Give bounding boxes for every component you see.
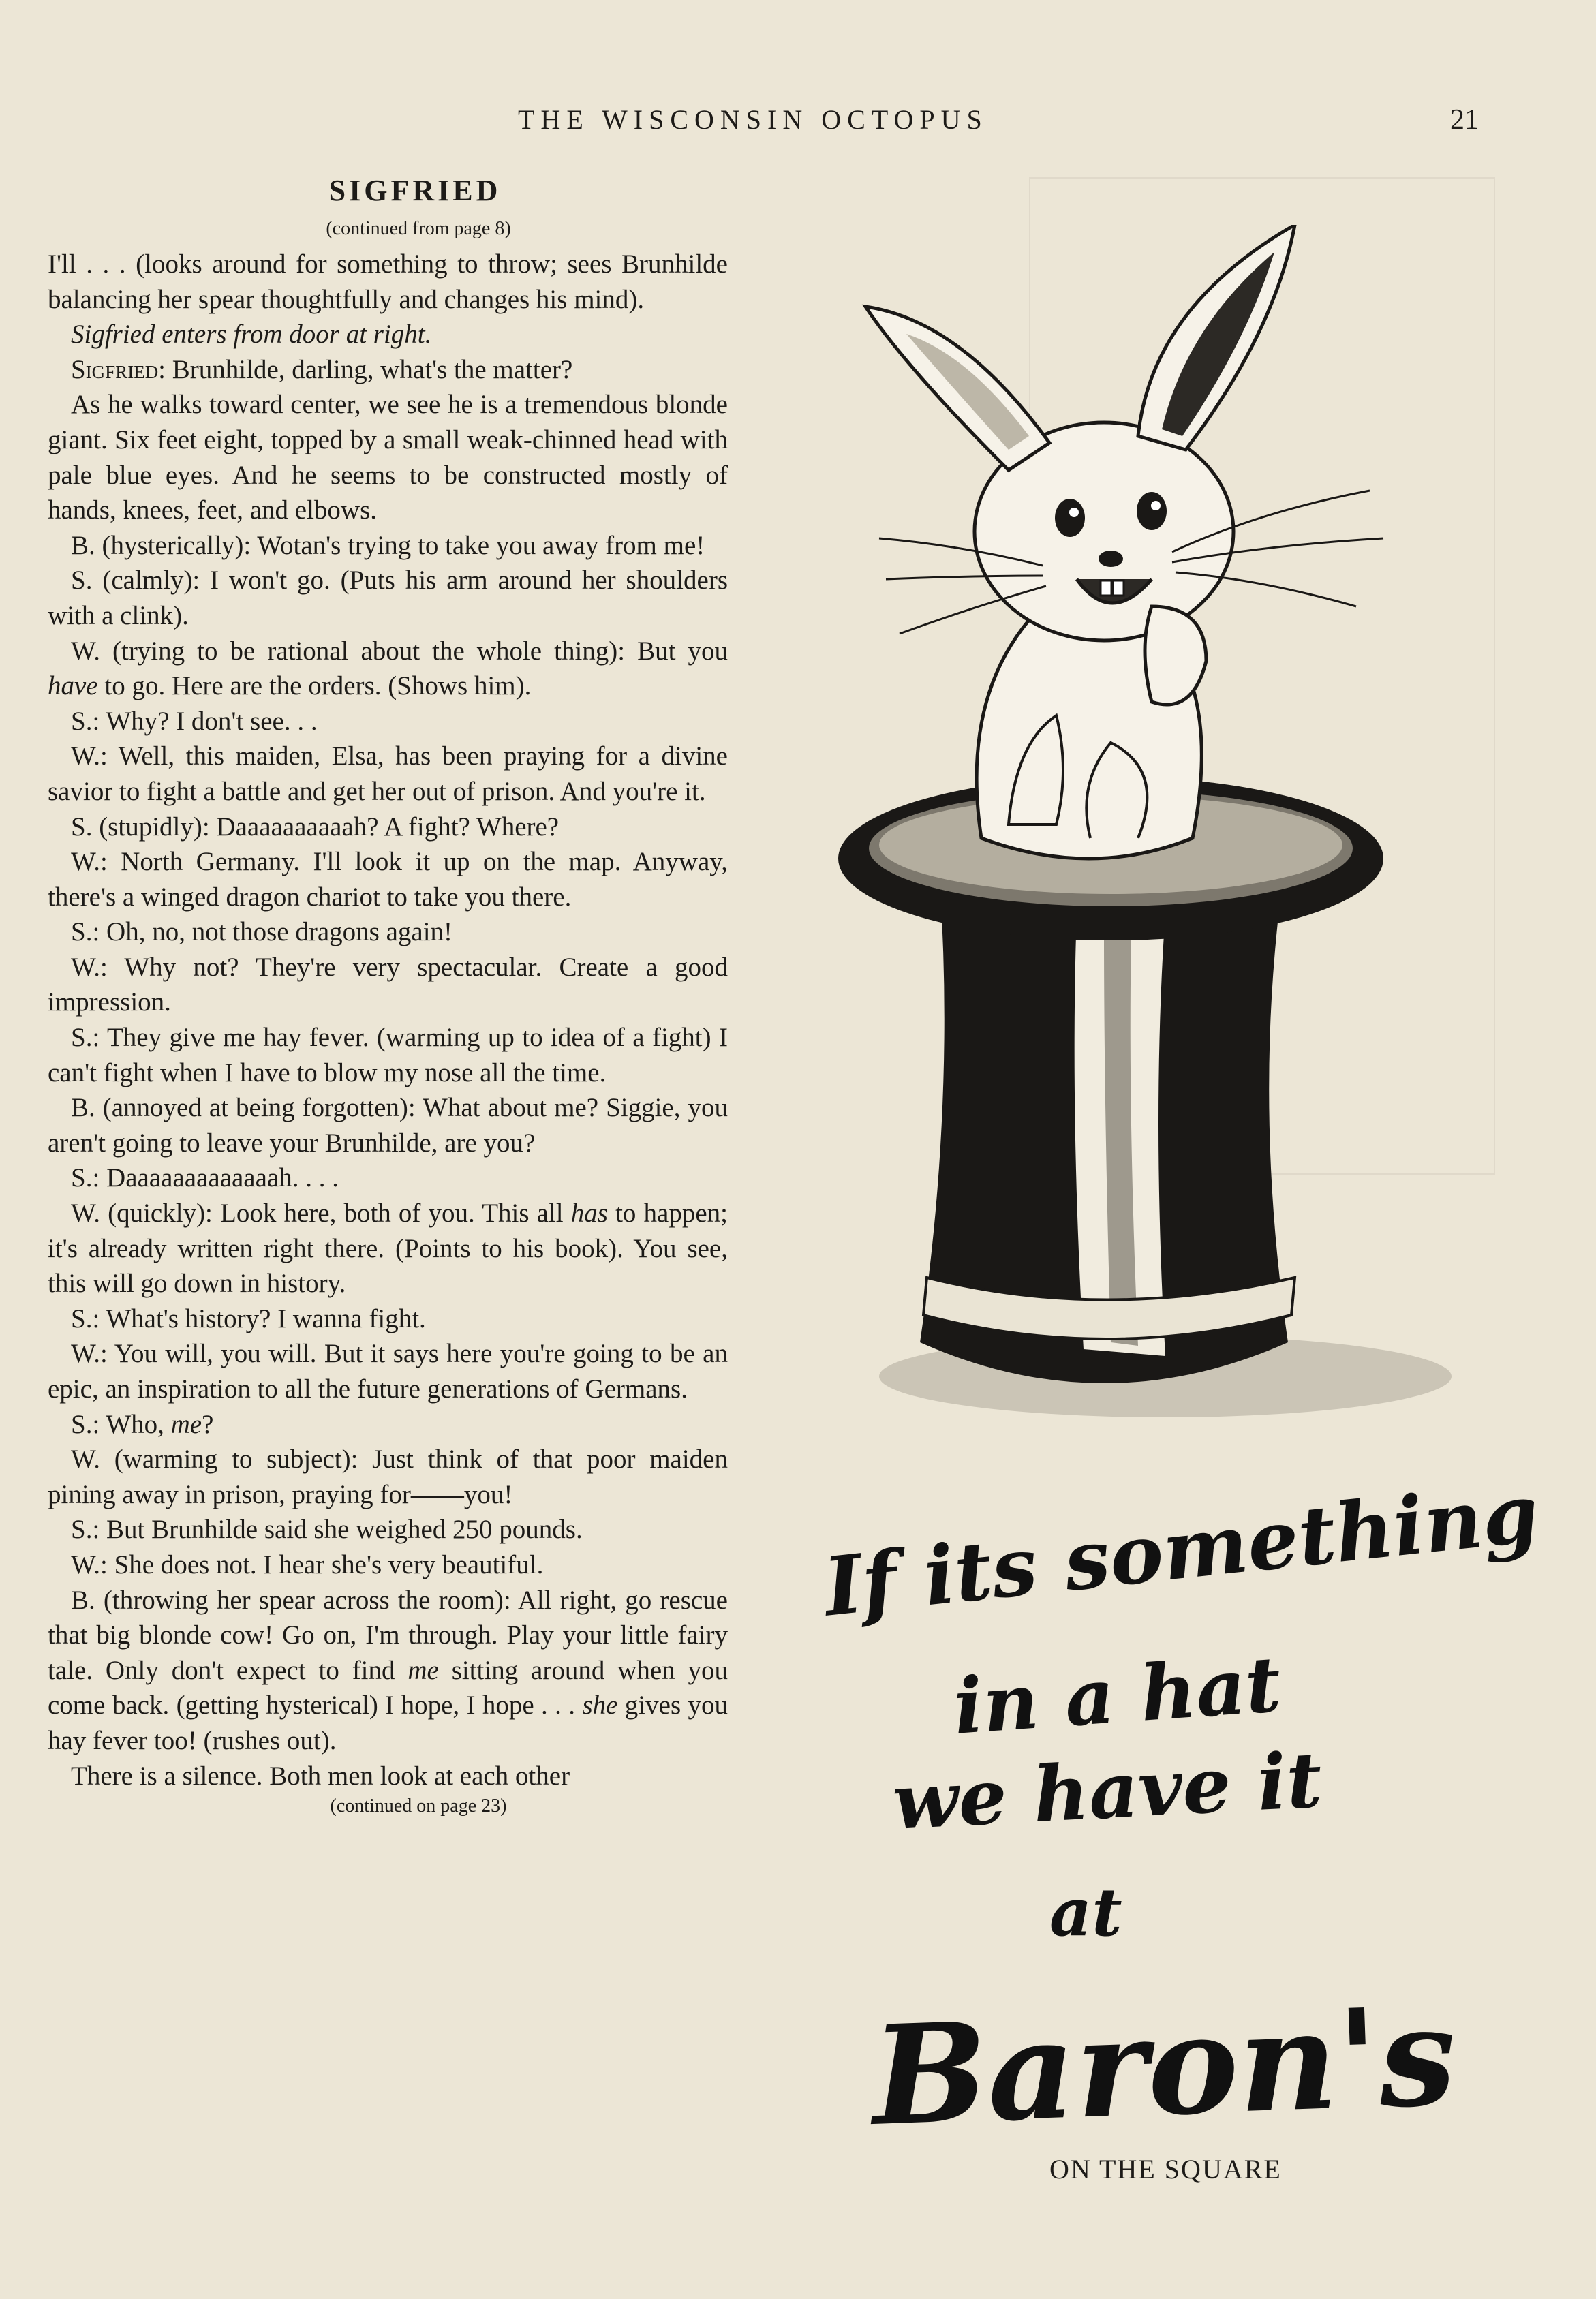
paragraph: W. (quickly): Look here, both of you. This all has to happen; it's already written right there. (Points to his book). You see, this will go down in history.: [48, 1199, 728, 1299]
continued-on-note: (continued on page 23): [330, 1795, 507, 1817]
ad-location: ON THE SQUARE: [1049, 2154, 1282, 2185]
paragraph: B. (throwing her spear across the room): All right, go rescue that big blonde cow! Go on, I'm through. Play your little fairy tale. Only don't expect to find me sitting around when you come back. (getting hysterical) I hope, I hope . . . she gives you hay fever too! (rushes out).: [48, 1585, 728, 1755]
paragraph: W.: You will, you will. But it says here you're going to be an epic, an inspiration to all the future generations of Germans.: [48, 1339, 728, 1404]
paragraph: I'll . . . (looks around for something to throw; sees Brunhilde balancing her spear thoughtfully and changes his mind).: [48, 249, 728, 314]
paragraph: There is a silence. Both men look at each other: [71, 1761, 570, 1791]
ad-slogan-line: we have it: [890, 1735, 1324, 1847]
paragraph: S.: But Brunhilde said she weighed 250 pounds.: [71, 1515, 583, 1545]
paragraph: W. (trying to be rational about the whole thing): But you have to go. Here are the orders. (Shows him).: [48, 636, 728, 701]
paragraph: S. (stupidly): Daaaaaaaaaah? A fight? Where?: [71, 812, 559, 842]
ad-slogan-line: If its something: [819, 1465, 1543, 1635]
continued-from-note: (continued from page 8): [326, 218, 511, 239]
ad-slogan-line: at: [1049, 1874, 1122, 1951]
paragraph: Sigfried: Brunhilde, darling, what's the matter?: [71, 354, 573, 384]
bunny-paw: [1145, 606, 1206, 705]
paragraph: B. (annoyed at being forgotten): What about me? Siggie, you aren't going to leave your Brunhilde, are you?: [48, 1093, 728, 1158]
article-title: SIGFRIED: [328, 174, 502, 207]
article-column: [48, 170, 728, 1822]
ad-slogan-line: in a hat: [951, 1639, 1284, 1752]
running-head: [0, 104, 1596, 144]
bunny-in-top-hat-illustration: [784, 225, 1486, 1506]
bunny-nose: [1099, 551, 1123, 567]
paragraph: As he walks toward center, we see he is a tremendous blonde giant. Six feet eight, topped by a small weak-chinned head with pale blue eyes. And he seems to be constructed mostly of hands, knees, feet, and elbows.: [48, 390, 728, 525]
paragraph: S.: Oh, no, not those dragons again!: [71, 917, 453, 947]
paragraph: W.: Well, this maiden, Elsa, has been praying for a divine savior to fight a battle and get her out of prison. And you're it.: [48, 741, 728, 806]
ad-brand-name: Baron's: [869, 1976, 1459, 2157]
paragraph: S.: What's history? I wanna fight.: [71, 1303, 426, 1333]
magazine-title: THE WISCONSIN OCTOPUS: [518, 104, 988, 135]
paragraph: W.: North Germany. I'll look it up on the map. Anyway, there's a winged dragon chariot to take you there.: [48, 847, 728, 912]
bunny-left-eye: [1055, 499, 1085, 537]
paragraph: S.: They give me hay fever. (warming up to idea of a fight) I can't fight when I have to blow my nose all the time.: [48, 1023, 728, 1087]
paragraph: W.: She does not. I hear she's very beautiful.: [71, 1549, 544, 1579]
paragraph: W.: Why not? They're very spectacular. Create a good impression.: [48, 952, 728, 1017]
paragraph: S. (calmly): I won't go. (Puts his arm around her shoulders with a clink).: [48, 566, 728, 630]
speaker-name: Sigfried:: [71, 354, 166, 384]
paragraph: B. (hysterically): Wotan's trying to take you away from me!: [71, 530, 705, 560]
paragraph: S.: Why? I don't see. . .: [71, 706, 318, 736]
barons-advertisement: [784, 225, 1543, 2201]
stage-direction: Sigfried enters from door at right.: [71, 320, 432, 350]
page-number: 21: [1450, 104, 1479, 136]
bunny-right-eye: [1137, 492, 1167, 530]
paragraph: W. (warming to subject): Just think of that poor maiden pining away in prison, praying for——you!: [48, 1445, 728, 1509]
paragraph: S.: Daaaaaaaaaaaaah. . . .: [71, 1163, 339, 1193]
paragraph: S.: Who, me?: [71, 1409, 214, 1439]
